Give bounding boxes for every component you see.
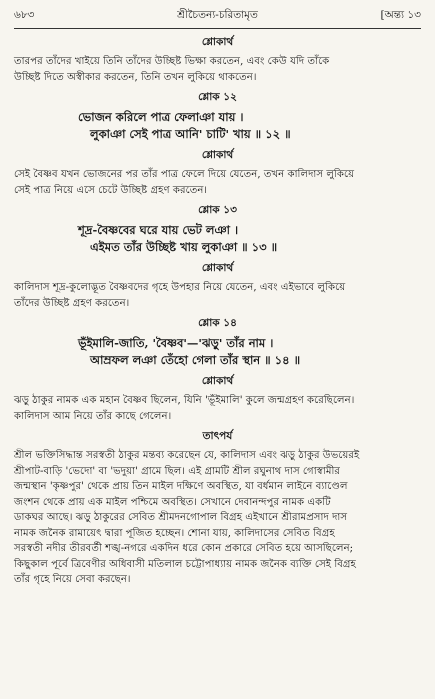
verse-line: ভোজন করিলে পাত্র ফেলাঞা যায় । [78, 110, 244, 124]
text-line: কালিদাস শূদ্র-কুলোদ্ভূত বৈষ্ণবদের গৃহে উপহার নিয়ে যেতেন, এবং এইভাবে লুকিয়ে [14, 282, 346, 293]
verse-block [14, 222, 421, 256]
section-heading: শ্লোক ১৩ [198, 204, 237, 216]
paragraph [14, 167, 421, 198]
chapter-label: [অন্ত্য ১৩ [380, 9, 421, 21]
text-line: তাঁর গৃহে নিয়ে সেবা করছেন। [14, 574, 131, 585]
verse-block [14, 335, 421, 369]
section-heading: শ্লোক ১২ [198, 91, 237, 103]
text-line: জংশন থেকে প্রায় এক মাইল পশ্চিমে অবস্থিত। সেখানে দেবানন্দপুর নামক একটি [14, 496, 331, 508]
header-rule [14, 28, 421, 29]
text-line: শ্রীপাট-বাড়ি 'ভেদো' বা 'ভদুয়া' গ্রামে ছিল। এই গ্রামটি শ্রীল রঘুনাথ দাস গোস্বামীর [14, 465, 341, 477]
text-line: তাঁদের উচ্ছিষ্ট গ্রহণ করতেন। [14, 297, 130, 309]
paragraph [14, 448, 421, 588]
page-number: ৬৮৩ [14, 9, 35, 21]
text-line: নামক জনৈক রামায়েৎ দ্বারা পূজিত হচ্ছেন। শোনা যায়, কালিদাসের সেবিত বিগ্রহ [14, 527, 335, 539]
text-line: কিছুকাল পূর্বে ত্রিবেণীর অধিবাসী মতিলাল চট্টোপাধ্যায় নামক জনৈক ব্যক্তি সেই বিগ্রহ [14, 558, 356, 570]
verse-line: শূদ্র-বৈষ্ণবের ঘরে যায় ভেট লঞা । [78, 223, 239, 237]
paragraph [14, 393, 421, 424]
text-line: কালিদাস আম নিয়ে তাঁর কাছে গেলেন। [14, 410, 172, 422]
page-header [14, 6, 421, 28]
page-body [14, 35, 421, 588]
text-line: জন্মস্থান 'কৃষ্ণপুর' থেকে প্রায় তিন মাইল দক্ষিণে অবস্থিত, যা বর্ধমান লাইনে ব্যাণ্ডেল [14, 481, 348, 492]
text-line: ডাকঘর আছে। ঝড়ু ঠাকুরের সেবিত শ্রীমদনগোপাল বিগ্রহ এইখানে শ্রীরামপ্রসাদ দাস [14, 512, 348, 523]
text-line: সেই বৈষ্ণব যখন ভোজনের পর তাঁর পাত্র ফেলে দিয়ে যেতেন, তখন কালিদাস লুকিয়ে [14, 169, 355, 180]
verse-line: লুকাঞা সেই পাত্র আনি' চাটি' খায় ॥ ১২ ॥ [90, 127, 291, 141]
text-line: সরস্বতী নদীর তীরবর্তী শঙ্খ-নগরে একদিন ধরে কোন প্রকারে সেবিত হয়ে আসছিলেন; [14, 543, 354, 554]
book-title: শ্রীচৈতন্য-চরিতামৃত [177, 9, 258, 21]
verse-line: এইমত তাঁর উচ্ছিষ্ট খায় লুকাঞা ॥ ১৩ ॥ [90, 240, 278, 254]
paragraph [14, 54, 421, 85]
text-line: শ্রীল ভক্তিসিদ্ধান্ত সরস্বতী ঠাকুর মন্তব্য করেছেন যে, কালিদাস এবং ঝড়ু ঠাকুর উভয়েরই [14, 450, 360, 461]
text-line: তারপর তাঁদের খাইয়ে তিনি তাঁদের উচ্ছিষ্ট ভিক্ষা করতেন, এবং কেউ যদি তাঁকে [14, 56, 330, 67]
section-heading: তাৎপর্য [202, 430, 233, 442]
section-heading: শ্লোকার্থ [201, 36, 234, 48]
text-line: সেই পাত্র নিয়ে এসে চেটে উচ্ছিষ্ট গ্রহণ করতেন। [14, 184, 208, 196]
section-heading: শ্লোকার্থ [201, 262, 234, 274]
section-heading: শ্লোক ১৪ [198, 317, 237, 329]
text-line: ঝড়ু ঠাকুর নামক এক মহান বৈষ্ণব ছিলেন, যিনি 'ভূঁইমালি' কুলে জন্মগ্রহণ করেছিলেন। [14, 395, 355, 406]
section-heading: শ্লোকার্থ [201, 149, 234, 161]
text-line: উচ্ছিষ্ট দিতে অস্বীকার করতেন, তিনি তখন লুকিয়ে থাকতেন। [14, 71, 257, 83]
section-heading: শ্লোকার্থ [201, 375, 234, 387]
verse-line: ভূঁইমালি-জাতি, 'বৈষ্ণব'—'ঝড়ু' তাঁর নাম । [78, 336, 274, 350]
paragraph [14, 280, 421, 311]
verse-block [14, 109, 421, 143]
verse-line: আম্রফল লঞা তেঁহো গেলা তাঁর স্থান ॥ ১৪ ॥ [90, 353, 301, 367]
